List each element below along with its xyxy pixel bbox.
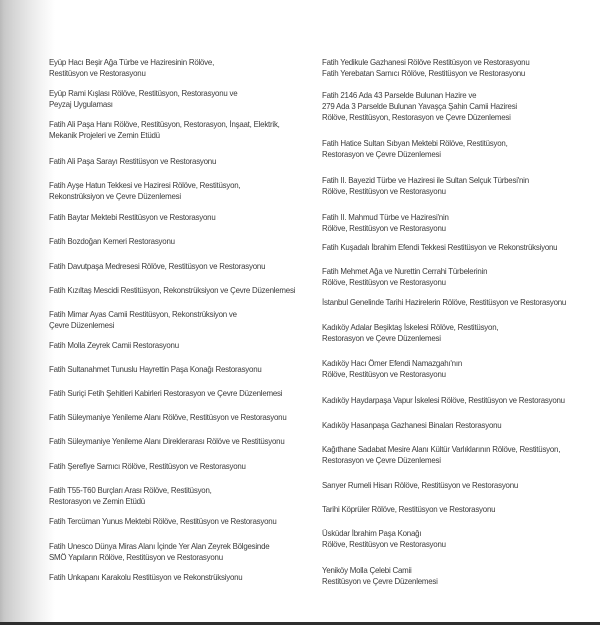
project-list-item (49, 57, 214, 79)
project-title-line: Fatih Davutpaşa Medresesi Rölöve, Restitüsyon ve Restorasyonu (49, 261, 266, 271)
project-list-item (322, 266, 487, 288)
project-title-line: Fatih Baytar Mektebi Restitüsyon ve Restorasyonu (49, 212, 216, 222)
project-title-line: Fatih Süleymaniye Yenileme Alanı Direklerarası Rölöve ve Restitüsyonu (49, 436, 285, 446)
project-title-line: 279 Ada 3 Parselde Bulunan Yavaşça Şahin Camii Haziresi (322, 101, 517, 111)
project-title-line: Fatih II. Bayezid Türbe ve Haziresi ile Sultan Selçuk Türbesi'nin (322, 175, 529, 185)
project-title-line: Fatih Unkapanı Karakolu Restitüsyon ve Rekonstrüksiyonu (49, 572, 243, 582)
project-list-item (49, 340, 179, 351)
project-title-line: Fatih Mehmet Ağa ve Nurettin Cerrahi Türbelerinin (322, 266, 488, 276)
project-title-line: İstanbul Genelinde Tarihi Hazirelerin Rölöve, Restitüsyon ve Restorasyonu (322, 297, 567, 307)
project-title-line: Tarihi Köprüler Rölöve, Restitüsyon ve Restorasyonu (322, 504, 496, 514)
project-title-line: Fatih Ali Paşa Hanı Rölöve, Restitüsyon, Restorasyon, İnşaat, Elektrik, (49, 119, 280, 129)
project-title-line: Eyüp Hacı Beşir Ağa Türbe ve Haziresinin Rölöve, (49, 57, 215, 67)
project-list-item (322, 322, 498, 344)
project-title-line: Fatih Ayşe Hatun Tekkesi ve Haziresi Rölöve, Restitüsyon, (49, 180, 241, 190)
project-title-line: Kadıköy Hacı Ömer Efendi Namazgahı'nın (322, 358, 462, 368)
project-list-item (49, 541, 269, 563)
project-title-line: Rekonstrüksiyon ve Çevre Düzenlemesi (49, 191, 181, 201)
project-list-item (49, 461, 246, 472)
project-list-item (49, 516, 277, 527)
project-list-item (49, 364, 262, 375)
project-title-line: Fatih Sultanahmet Tunuslu Hayrettin Paşa Konağı Restorasyonu (49, 364, 262, 374)
project-title-line: Fatih II. Mahmud Türbe ve Haziresi'nin (322, 212, 449, 222)
project-title-line: SMÖ Yapıların Rölöve, Restitüsyon ve Restorasyonu (49, 552, 223, 562)
project-list-item (322, 90, 517, 123)
project-title-line: Restorasyon ve Çevre Düzenlemesi (322, 333, 441, 343)
project-list-item (322, 444, 560, 466)
project-list-item (322, 504, 495, 515)
project-title-line: Restitüsyon ve Restorasyonu (49, 68, 146, 78)
project-title-line: Kadıköy Haydarpaşa Vapur İskelesi Rölöve, Restitüsyon ve Restorasyonu (322, 395, 565, 405)
project-list-item (49, 285, 295, 296)
project-title-line: Rölöve, Restitüsyon, Restorasyon ve Çevre Düzenlemesi (322, 112, 511, 122)
project-list-item (49, 236, 175, 247)
project-title-line: Sarıyer Rumeli Hisarı Rölöve, Restitüsyon ve Restorasyonu (322, 480, 519, 490)
project-list-item (322, 175, 529, 197)
project-title-line: Rölöve, Restitüsyon ve Restorasyonu (322, 186, 446, 196)
project-title-line: Fatih Kuşadalı İbrahim Efendi Tekkesi Restitüsyon ve Rekonstrüksiyonu (322, 242, 558, 252)
project-list-item (322, 212, 449, 234)
project-list-item (322, 242, 557, 253)
project-title-line: Fatih Hatice Sultan Sıbyan Mektebi Rölöve, Restitüsyon, (322, 138, 508, 148)
project-list-item (49, 88, 237, 110)
project-title-line: Fatih T55-T60 Burçları Arası Rölöve, Restitüsyon, (49, 485, 212, 495)
project-title-line: Fatih 2146 Ada 43 Parselde Bulunan Hazire ve (322, 90, 477, 100)
project-list-item (322, 480, 518, 491)
project-list-item (49, 388, 282, 399)
project-list-item (322, 395, 565, 406)
project-title-line: Fatih Suriçi Fetih Şehitleri Kabirleri Restorasyon ve Çevre Düzenlemesi (49, 388, 283, 398)
project-title-line: Üsküdar İbrahim Paşa Konağı (322, 528, 422, 538)
project-list-item (322, 57, 530, 79)
project-list-item (322, 297, 566, 308)
project-title-line: Restorasyon ve Zemin Etüdü (49, 496, 145, 506)
project-list-item (49, 309, 237, 331)
project-list-item (49, 156, 216, 167)
project-title-line: Mekanik Projeleri ve Zemin Etüdü (49, 130, 160, 140)
project-list-item (49, 119, 280, 141)
project-list-item (322, 138, 508, 160)
project-title-line: Çevre Düzenlemesi (49, 320, 115, 330)
project-title-line: Rölöve, Restitüsyon ve Restorasyonu (322, 223, 446, 233)
project-title-line: Eyüp Rami Kışlası Rölöve, Restitüsyon, Restorasyonu ve (49, 88, 238, 98)
project-list-item (49, 180, 240, 202)
project-list-item (49, 436, 285, 447)
project-title-line: Kağıthane Sadabat Mesire Alanı Kültür Varlıklarının Rölöve, Restitüsyon, (322, 444, 561, 454)
project-list-item (322, 420, 501, 431)
project-title-line: Fatih Süleymaniye Yenileme Alanı Rölöve, Restitüsyon ve Restorasyonu (49, 412, 287, 422)
project-title-line: Rölöve, Restitüsyon ve Restorasyonu (322, 369, 446, 379)
project-list-item (322, 358, 462, 380)
project-title-line: Restorasyon ve Çevre Düzenlemesi (322, 149, 441, 159)
project-title-line: Kadıköy Adalar Beşiktaş İskelesi Rölöve, Restitüsyon, (322, 322, 499, 332)
project-list-item (49, 212, 216, 223)
project-title-line: Restorasyon ve Çevre Düzenlemesi (322, 455, 441, 465)
project-title-line: Fatih Yerebatan Sarnıcı Rölöve, Restitüsyon ve Restorasyonu (322, 68, 526, 78)
project-title-line: Rölöve, Restitüsyon ve Restorasyonu (322, 277, 446, 287)
project-title-line: Fatih Ali Paşa Sarayı Restitüsyon ve Restorasyonu (49, 156, 217, 166)
project-title-line: Fatih Bozdoğan Kemeri Restorasyonu (49, 236, 175, 246)
project-list-item (322, 528, 446, 550)
project-title-line: Rölöve, Restitüsyon ve Restorasyonu (322, 539, 446, 549)
project-title-line: Fatih Unesco Dünya Miras Alanı İçinde Yer Alan Zeyrek Bölgesinde (49, 541, 270, 551)
project-list-item (49, 572, 242, 583)
project-title-line: Fatih Kızıltaş Mescidi Restitüsyon, Rekonstrüksiyon ve Çevre Düzenlemesi (49, 285, 296, 295)
project-title-line: Fatih Tercüman Yunus Mektebi Rölöve, Restitüsyon ve Restorasyonu (49, 516, 277, 526)
project-list-item (49, 485, 212, 507)
project-title-line: Peyzaj Uygulaması (49, 99, 113, 109)
project-title-line: Fatih Mimar Ayas Camii Restitüsyon, Rekonstrüksiyon ve (49, 309, 237, 319)
project-title-line: Fatih Şerefiye Sarnıcı Rölöve, Restitüsyon ve Restorasyonu (49, 461, 246, 471)
project-title-line: Yeniköy Molla Çelebi Camii (322, 565, 412, 575)
project-title-line: Fatih Molla Zeyrek Camii Restorasyonu (49, 340, 179, 350)
project-list-item (322, 565, 438, 587)
project-title-line: Fatih Yedikule Gazhanesi Rölöve Restitüsyon ve Restorasyonu (322, 57, 530, 67)
project-title-line: Kadıköy Hasanpaşa Gazhanesi Binaları Restorasyonu (322, 420, 502, 430)
project-title-line: Restitüsyon ve Çevre Düzenlemesi (322, 576, 438, 586)
project-list-item (49, 412, 287, 423)
project-list-item (49, 261, 265, 272)
